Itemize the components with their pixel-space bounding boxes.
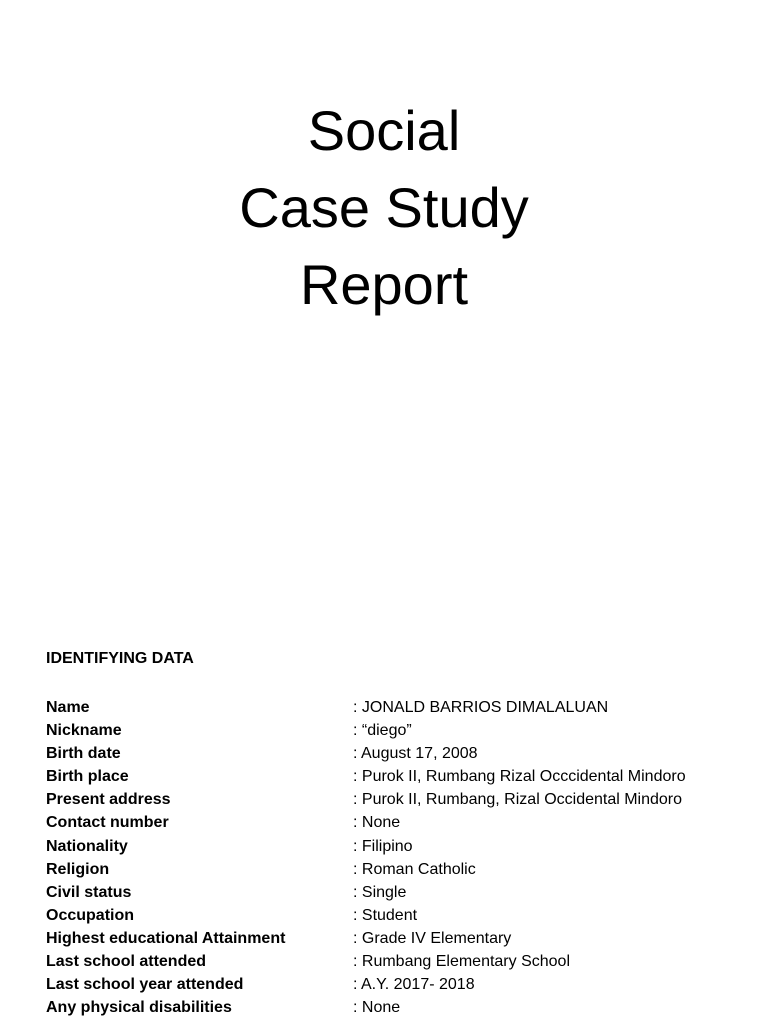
field-row bbox=[46, 882, 756, 905]
field-value: : Roman Catholic bbox=[353, 860, 476, 878]
field-value: : Rumbang Elementary School bbox=[353, 953, 570, 971]
section-heading: IDENTIFYING DATA bbox=[46, 650, 194, 667]
field-row bbox=[46, 720, 756, 743]
field-value: : Filipino bbox=[353, 837, 413, 855]
field-label: Highest educational Attainment bbox=[46, 929, 286, 947]
title-line-3: Report bbox=[299, 253, 469, 316]
field-label: Any physical disabilities bbox=[46, 999, 232, 1017]
field-row bbox=[46, 905, 756, 928]
field-row bbox=[46, 951, 756, 974]
field-label: Nationality bbox=[46, 837, 128, 855]
field-value: : JONALD BARRIOS DIMALALUAN bbox=[353, 699, 609, 716]
field-row bbox=[46, 766, 756, 789]
field-row bbox=[46, 859, 756, 882]
field-value: : August 17, 2008 bbox=[353, 745, 478, 763]
field-label: Birth date bbox=[46, 745, 121, 763]
field-label: Last school attended bbox=[46, 953, 207, 971]
field-value: : A.Y. 2017- 2018 bbox=[353, 976, 475, 994]
field-value: : Single bbox=[353, 883, 407, 901]
field-value: : None bbox=[353, 814, 401, 832]
field-label: Occupation bbox=[46, 906, 135, 924]
field-label: Present address bbox=[46, 791, 171, 809]
field-row bbox=[46, 997, 756, 1020]
field-value: : None bbox=[353, 999, 401, 1017]
field-row bbox=[46, 974, 756, 997]
report-title bbox=[0, 92, 768, 323]
field-row bbox=[46, 836, 756, 859]
title-line-2: Case Study bbox=[239, 176, 529, 239]
field-value: : Student bbox=[353, 906, 418, 924]
field-row bbox=[46, 789, 756, 812]
title-line-1: Social bbox=[307, 99, 461, 162]
field-row bbox=[46, 743, 756, 766]
field-value: : Grade IV Elementary bbox=[353, 929, 512, 947]
identifying-data-list bbox=[46, 697, 756, 1020]
field-label: Nickname bbox=[46, 722, 122, 740]
field-label: Religion bbox=[46, 860, 110, 878]
field-label: Last school year attended bbox=[46, 976, 244, 994]
field-label: Birth place bbox=[46, 768, 129, 786]
field-label: Name bbox=[46, 699, 90, 716]
field-row bbox=[46, 697, 756, 720]
field-label: Contact number bbox=[46, 814, 169, 832]
field-row bbox=[46, 928, 756, 951]
field-value: : Purok II, Rumbang, Rizal Occidental Mindoro bbox=[353, 791, 683, 809]
field-label: Civil status bbox=[46, 883, 132, 901]
field-row bbox=[46, 812, 756, 835]
field-value: : “diego” bbox=[353, 722, 412, 740]
field-value: : Purok II, Rumbang Rizal Occcidental Mindoro bbox=[353, 768, 686, 786]
